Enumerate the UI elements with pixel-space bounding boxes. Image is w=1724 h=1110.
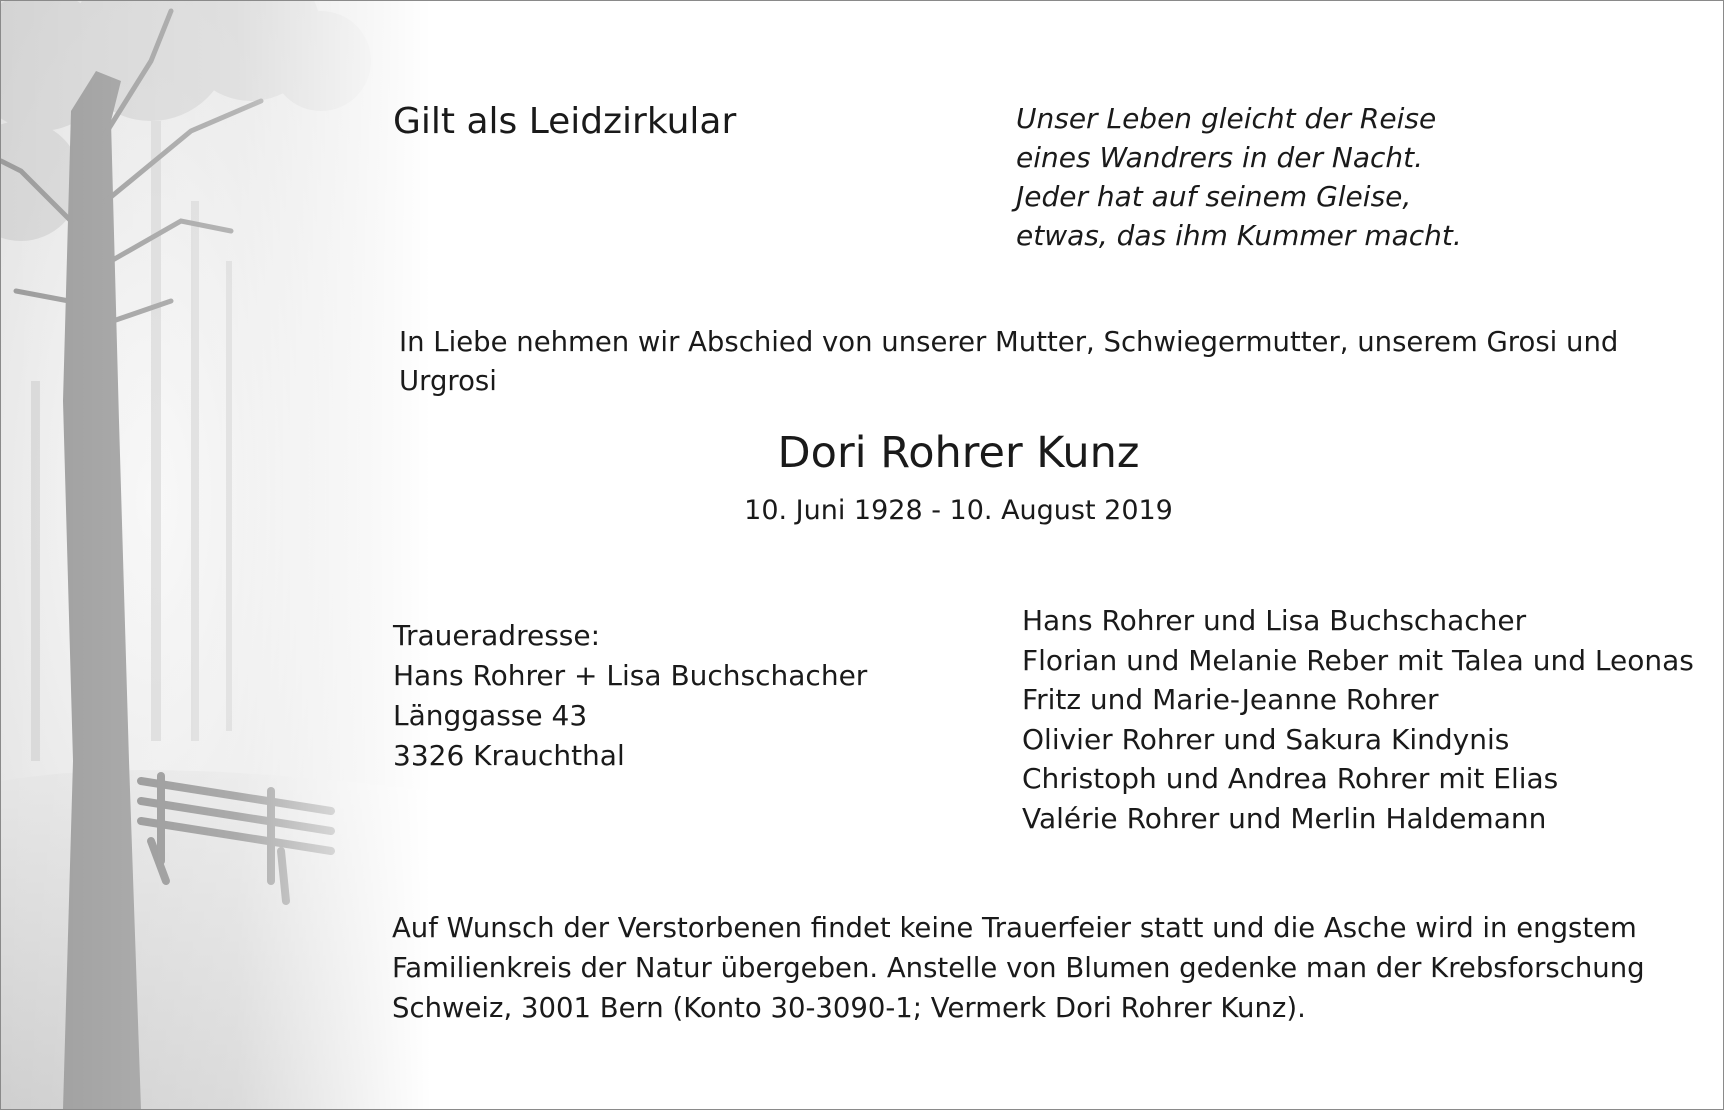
poem [1016, 99, 1462, 255]
address-line: Traueradresse: [393, 619, 601, 652]
poem-line: Jeder hat auf seinem Gleise, [1016, 180, 1412, 213]
mourning-address [393, 616, 867, 776]
family-line: Fritz und Marie-Jeanne Rohrer [1022, 683, 1439, 716]
family-line: Florian und Melanie Reber mit Talea und Leonas [1022, 643, 1694, 677]
life-dates: 10. Juni 1928 - 10. August 2019 [744, 495, 1173, 526]
family-line: Olivier Rohrer und Sakura Kindynis [1022, 722, 1510, 756]
note-line: Familienkreis der Natur übergeben. Anstelle von Blumen gedenke man der Krebsforschung [392, 952, 1645, 984]
note-line: Auf Wunsch der Verstorbenen findet keine Trauerfeier statt und die Asche wird in engstem [392, 912, 1637, 944]
family-list [1022, 601, 1694, 838]
deceased-name: Dori Rohrer Kunz [777, 428, 1140, 478]
circular-note: Gilt als Leidzirkular [393, 101, 737, 142]
note-line: Schweiz, 3001 Bern (Konto 30-3090-1; Vermerk Dori Rohrer Kunz). [392, 992, 1306, 1024]
family-line: Valérie Rohrer und Merlin Haldemann [1022, 801, 1547, 835]
poem-line: etwas, das ihm Kummer macht. [1016, 219, 1462, 252]
poem-line: eines Wandrers in der Nacht. [1016, 141, 1423, 174]
winter-tree-bench-illustration [1, 1, 431, 1109]
intro-text: In Liebe nehmen wir Abschied von unserer Mutter, Schwiegermutter, unserem Grosi und Urgrosi [399, 326, 1619, 397]
poem-line: Unser Leben gleicht der Reise [1016, 102, 1437, 135]
address-line: 3326 Krauchthal [393, 739, 625, 772]
address-line: Hans Rohrer + Lisa Buchschacher [393, 659, 868, 692]
family-line: Hans Rohrer und Lisa Buchschacher [1022, 604, 1527, 637]
family-line: Christoph und Andrea Rohrer mit Elias [1022, 762, 1559, 795]
closing-note [392, 908, 1645, 1028]
address-line: Länggasse 43 [393, 699, 588, 732]
